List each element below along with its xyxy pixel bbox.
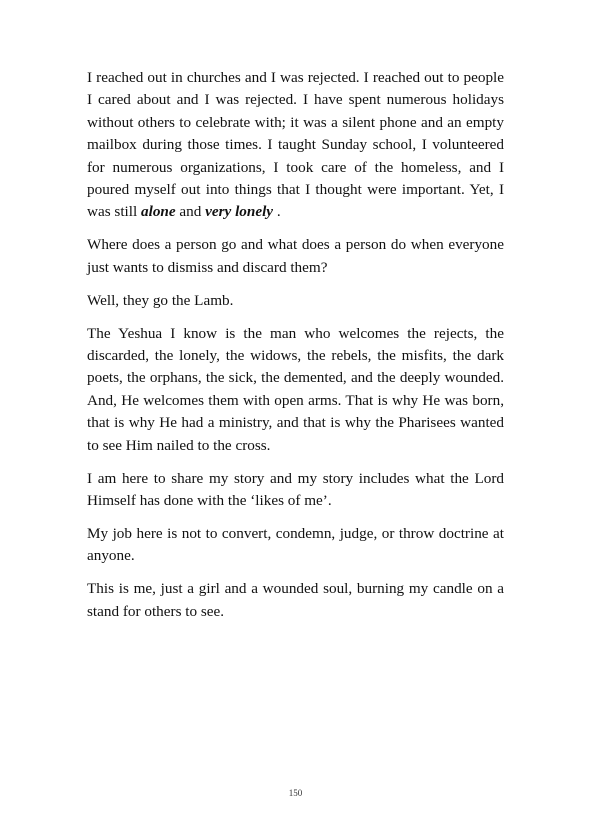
paragraph-story: I am here to share my story and my story includes what the Lord Himself has done with the ‘likes of me’. [87,469,504,509]
emphasis-very-lonely: very lonely [205,203,274,221]
paragraph-job: My job here is not to convert, condemn, judge, or throw doctrine at anyone. [87,524,504,565]
paragraph-lamb: Well, they go the Lamb. [87,291,234,309]
body-text [87,67,504,633]
emphasis-alone: alone [141,203,176,221]
paragraph-rejection-end: . [273,203,281,221]
paragraph-rejection-joiner: and [175,203,206,221]
paragraph-question: Where does a person go and what does a person do when everyone just wants to dismiss and discard them? [87,236,504,276]
paragraph-candle: This is me, just a girl and a wounded soul, burning my candle on a stand for others to see. [87,580,504,620]
paragraph-yeshua: The Yeshua I know is the man who welcomes the rejects, the discarded, the lonely, the widows, the rebels, the misfits, the dark poets, the orphans, the sick, the demented, and the deeply wounded. And, He welcomes them with open arms. That is why He was born, that is why He had a ministry, and that is why the Pharisees wanted to see Him nailed to the cross. [87,324,504,454]
page-number: 150 [288,788,303,798]
paragraph-rejection-text: I reached out in churches and I was rejected. I reached out to people I cared about and I was rejected. I have spent numerous holidays without others to celebrate with; it was a silent phone and an empty mailbox during those times. I taught Sunday school, I volunteered for numerous organizations, I took care of the homeless, and I poured myself out into things that I thought were important. Yet, I was still [87,69,504,221]
paragraph-rejection [87,67,504,224]
